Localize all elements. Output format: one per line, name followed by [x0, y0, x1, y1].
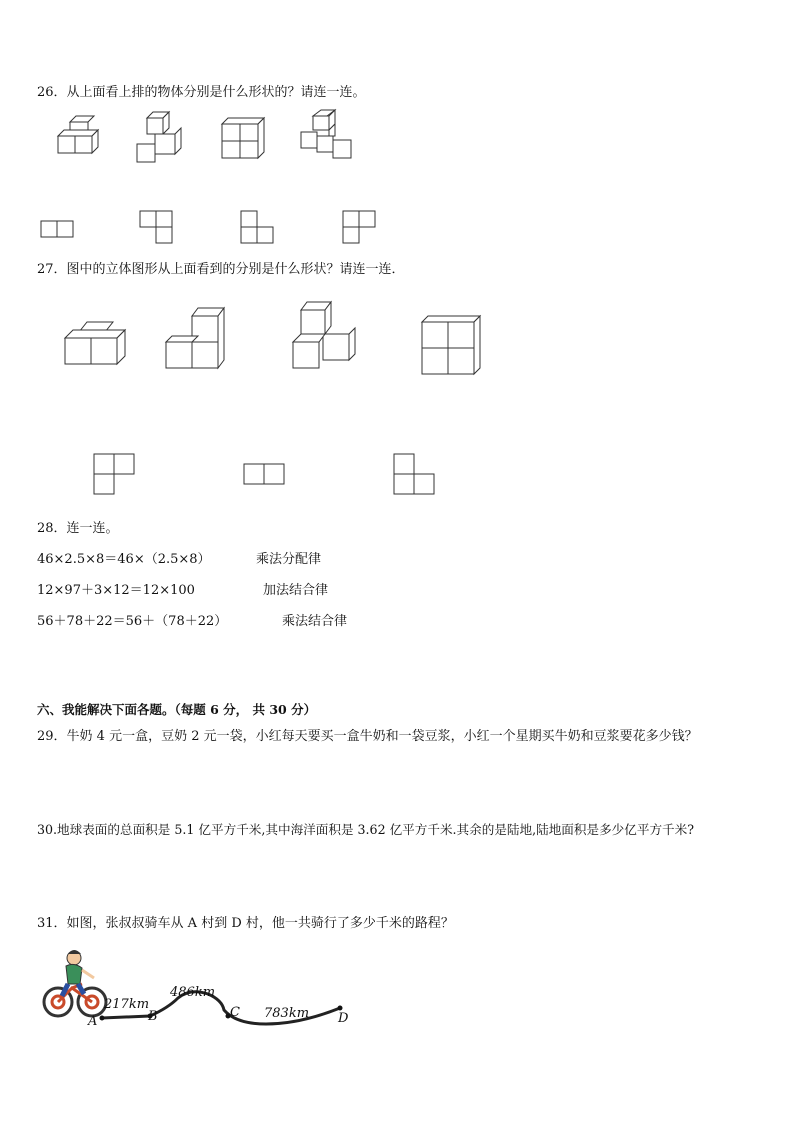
q26-solids	[0, 110, 794, 190]
q26-view-3	[241, 211, 273, 243]
q28-title: 28．连一连。	[37, 521, 119, 536]
q28-law-2: 加法结合律	[263, 583, 329, 598]
q27-view-2	[244, 464, 284, 484]
q31-route-figure	[38, 944, 378, 1034]
label-c: C	[230, 1005, 240, 1020]
point-a	[100, 1016, 105, 1021]
label-a: A	[88, 1014, 98, 1029]
q26-solid-4	[301, 110, 351, 158]
q27-solid-3	[293, 302, 355, 368]
q27-text: 27．图中的立体图形从上面看到的分别是什么形状？请连一连．	[37, 262, 405, 277]
q28-expr-3: 56＋78＋22＝56＋（78＋22）	[37, 614, 228, 629]
cyclist-icon	[44, 950, 106, 1016]
q27-solids	[0, 298, 794, 388]
q28-law-1: 乘法分配律	[256, 552, 322, 567]
label-b: B	[148, 1009, 158, 1024]
q26-top-views	[0, 208, 794, 248]
q27-top-views	[0, 452, 794, 502]
q29-text: 29．牛奶 4 元一盒，豆奶 2 元一袋，小红每天要买一盒牛奶和一袋豆浆，小红一个星期买牛奶和豆浆要花多少钱？	[37, 729, 698, 744]
q28-expr-1: 46×2.5×8＝46×（2.5×8）	[37, 552, 211, 567]
q26-view-4	[343, 211, 375, 243]
q31-text: 31．如图，张叔叔骑车从 A 村到 D 村，他一共骑行了多少千米的路程？	[37, 916, 454, 931]
q26-solid-1	[58, 116, 98, 153]
q27-view-3	[394, 454, 434, 494]
q27-solid-2	[166, 308, 224, 368]
point-d	[338, 1006, 343, 1011]
distance-bc: 486km	[170, 985, 216, 1000]
q27-solid-1	[65, 322, 125, 364]
q26-solid-3	[222, 118, 264, 158]
q26-view-2	[140, 211, 172, 243]
distance-cd: 783km	[264, 1006, 310, 1021]
label-d: D	[338, 1011, 349, 1026]
q28-expr-2: 12×97＋3×12＝12×100	[37, 583, 195, 598]
q27-view-1	[94, 454, 134, 494]
q26-solid-2	[137, 112, 181, 162]
q26-view-1	[41, 221, 73, 237]
q28-law-3: 乘法结合律	[282, 614, 348, 629]
distance-ab: 217km	[104, 997, 150, 1012]
q30-text: 30.地球表面的总面积是 5.1 亿平方千米,其中海洋面积是 3.62 亿平方千米.其余的是陆地,陆地面积是多少亿平方千米?	[37, 822, 694, 837]
q26-text: 26．从上面看上排的物体分别是什么形状的？请连一连。	[37, 85, 366, 100]
q27-solid-4	[422, 316, 480, 374]
section6-heading: 六、我能解决下面各题。（每题 6 分， 共 30 分）	[37, 702, 317, 717]
